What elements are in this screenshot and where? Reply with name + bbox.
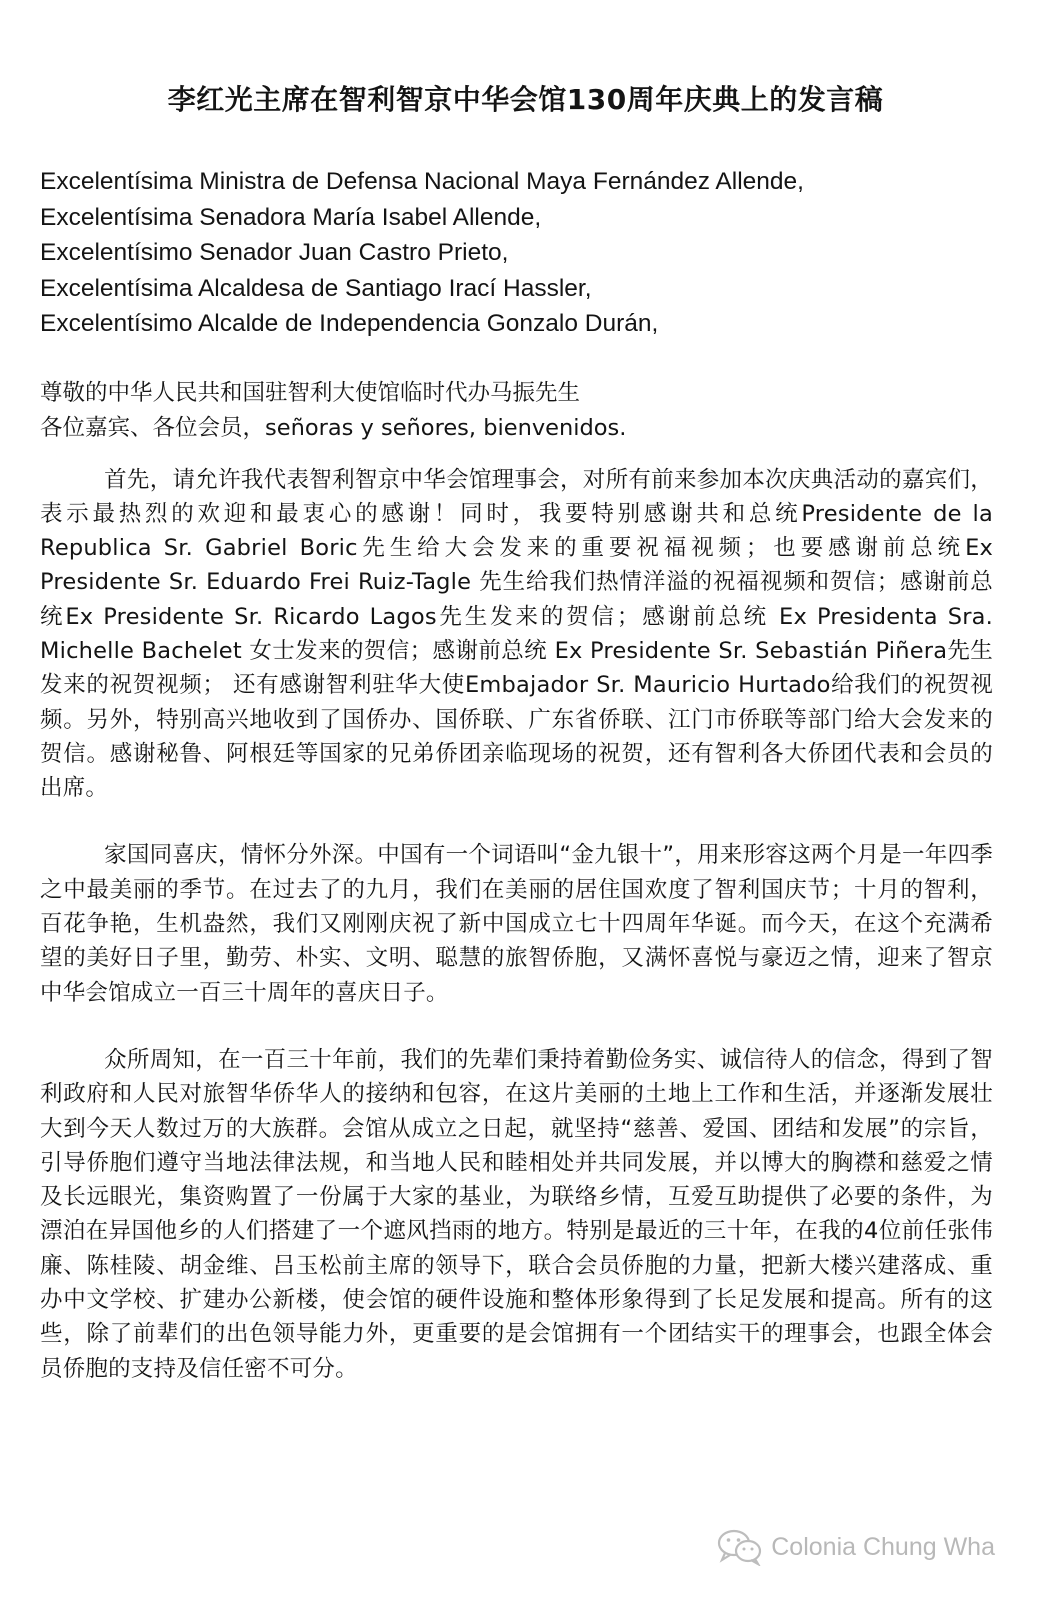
watermark-text: Colonia Chung Wha	[771, 1532, 995, 1561]
addressee-list	[40, 164, 993, 342]
addressee-line: Excelentísimo Senador Juan Castro Prieto,	[40, 239, 509, 266]
wechat-icon	[717, 1528, 763, 1566]
addressee-line: Excelentísimo Alcalde de Independencia Gonzalo Durán,	[40, 310, 659, 337]
addressee-line: Excelentísima Ministra de Defensa Nacional Maya Fernández Allende,	[40, 168, 804, 195]
greeting-block	[40, 376, 993, 446]
addressee-line: Excelentísima Senadora María Isabel Allende,	[40, 203, 542, 231]
paragraph-history: 众所周知，在一百三十年前，我们的先辈们秉持着勤俭务实、诚信待人的信念，得到了智利政府和人民对旅智华侨华人的接纳和包容，在这片美丽的土地上工作和生活，并逐渐发展壮大到今天人数过万的大族群。会馆从成立之日起，就坚持“慈善、爱国、团结和发展”的宗旨，引导侨胞们遵守当地法律法规，和当地人民和睦相处并共同发展，并以博大的胸襟和慈爱之情及长远眼光，集资购置了一份属于大家的基业，为联络乡情，互爱互助提供了必要的条件，为漂泊在异国他乡的人们搭建了一个遮风挡雨的地方。特别是最近的三十年，在我的4位前任张伟廉、陈桂陵、胡金维、吕玉松前主席的领导下，联合会员侨胞的力量，把新大楼兴建落成、重办中文学校、扩建办公新楼，使会馆的硬件设施和整体形象得到了长足发展和提高。所有的这些，除了前辈们的出色领导能力外，更重要的是会馆拥有一个团结实干的理事会，也跟全体会员侨胞的支持及信任密不可分。	[40, 1046, 993, 1382]
paragraph-thanks: 首先，请允许我代表智利智京中华会馆理事会，对所有前来参加本次庆典活动的嘉宾们，表示最热烈的欢迎和最衷心的感谢！同时，我要特别感谢共和总统Presidente de la Republica Sr. Gabriel Boric先生给大会发来的重要祝福视频；也要感谢前总统Ex Presidente Sr. Eduardo Frei Ruiz-Tagle 先生给我们热情洋溢的祝福视频和贺信；感谢前总统Ex Presidente Sr. Ricardo Lagos先生发来的贺信；感谢前总统 Ex Presidenta Sra. Michelle Bachelet 女士发来的贺信；感谢前总统 Ex Presidente Sr. Sebastián Piñera先生发来的祝贺视频； 还有感谢智利驻华大使Embajador Sr. Mauricio Hurtado给我们的祝贺视频。另外，特别高兴地收到了国侨办、国侨联、广东省侨联、江门市侨联等部门给大会发来的贺信。感谢秘鲁、阿根廷等国家的兄弟侨团亲临现场的祝贺，还有智利各大侨团代表和会员的出席。	[40, 466, 993, 802]
paragraph-celebration: 家国同喜庆，情怀分外深。中国有一个词语叫“金九银十”，用来形容这两个月是一年四季之中最美丽的季节。在过去了的九月，我们在美丽的居住国欢度了智利国庆节；十月的智利，百花争艳，生机盎然，我们又刚刚庆祝了新中国成立七十四周年华诞。而今天，在这个充满希望的美好日子里，勤劳、朴实、文明、聪慧的旅智侨胞，又满怀喜悦与豪迈之情，迎来了智京中华会馆成立一百三十周年的喜庆日子。	[40, 842, 993, 1006]
greeting-line: 尊敬的中华人民共和国驻智利大使馆临时代办马振先生	[40, 379, 581, 406]
watermark	[717, 1528, 995, 1566]
greeting-line: 各位嘉宾、各位会员，señoras y señores, bienvenidos.	[40, 414, 627, 441]
addressee-line: Excelentísima Alcaldesa de Santiago Irací Hassler,	[40, 274, 592, 302]
document-title: 李红光主席在智利智京中华会馆130周年庆典上的发言稿	[167, 83, 884, 116]
